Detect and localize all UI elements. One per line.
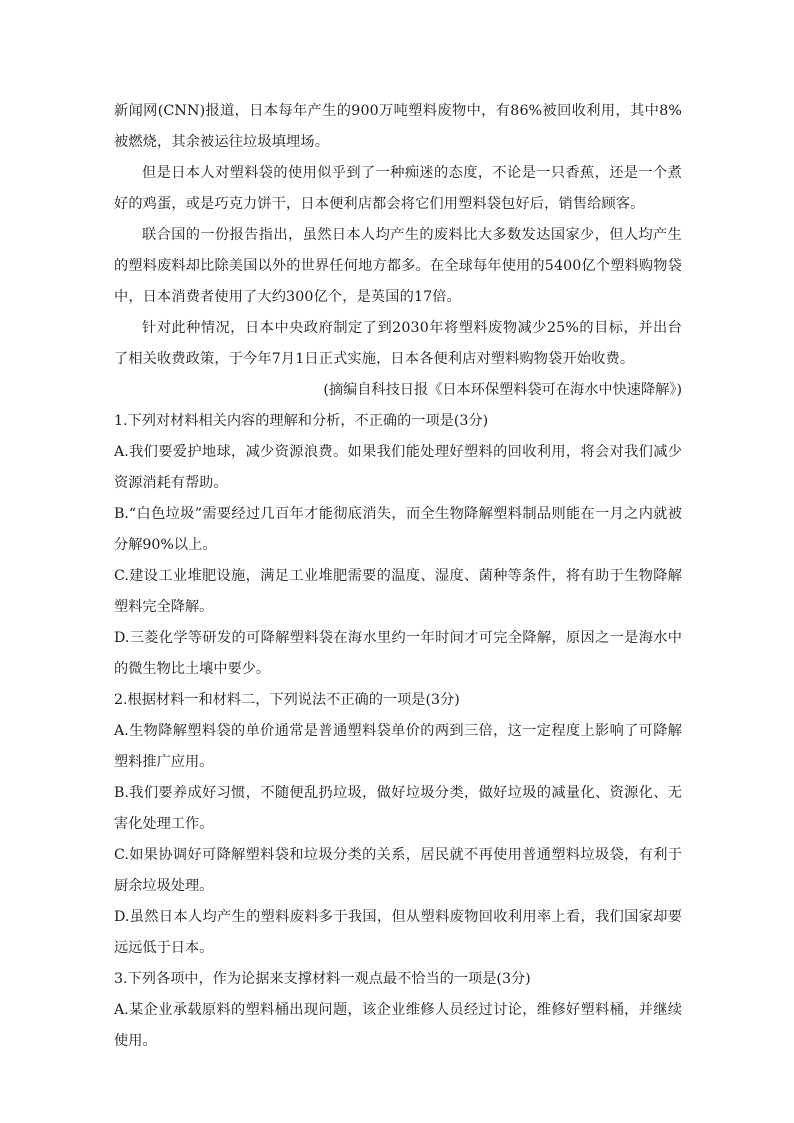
question-1	[114, 406, 682, 685]
question-2	[114, 685, 682, 964]
passage-paragraph: 针对此种情况，日本中央政府制定了到2030年将塑料废物减少25%的目标，并出台了相关收费政策，于今年7月1日正式实施，日本各便利店对塑料购物袋开始收费。	[114, 320, 682, 367]
question-option-d: D.三菱化学等研发的可降解塑料袋在海水里约一年时间才可完全降解，原因之一是海水中的微生物比土壤中要少。	[114, 630, 682, 677]
question-option-d: D.虽然日本人均产生的塑料废料多于我国，但从塑料废物回收利用率上看，我们国家却要远远低于日本。	[114, 909, 682, 956]
question-option-b: B.我们要养成好习惯，不随便乱扔垃圾，做好垃圾分类，做好垃圾的减量化、资源化、无害化处理工作。	[114, 785, 682, 832]
passage-source: (摘编自科技日报《日本环保塑料袋可在海水中快速降解》)	[323, 382, 682, 398]
question-option-c: C.如果协调好可降解塑料袋和垃圾分类的关系，居民就不再使用普通塑料垃圾袋，有利于厨余垃圾处理。	[114, 847, 682, 894]
passage-paragraph: 联合国的一份报告指出，虽然日本人均产生的废料比大多数发达国家少，但人均产生的塑料废料却比除美国以外的世界任何地方都多。在全球每年使用的5400亿个塑料购物袋中，日本消费者使用了大约300亿个，是英国的17倍。	[114, 227, 682, 305]
passage	[114, 96, 682, 406]
passage-paragraph: 但是日本人对塑料袋的使用似乎到了一种痴迷的态度，不论是一只香蕉，还是一个煮好的鸡蛋，或是巧克力饼干，日本便利店都会将它们用塑料袋包好后，销售给顾客。	[114, 165, 682, 212]
question-3	[114, 964, 682, 1057]
question-stem: 1.下列对材料相关内容的理解和分析，不正确的一项是(3分)	[114, 413, 489, 429]
question-option-a: A.我们要爱护地球，减少资源浪费。如果我们能处理好塑料的回收利用，将会对我们减少资源消耗有帮助。	[114, 444, 682, 491]
passage-paragraph: 新闻网(CNN)报道，日本每年产生的900万吨塑料废物中，有86%被回收利用，其中8%被燃烧，其余被运往垃圾填埋场。	[114, 103, 682, 150]
question-stem: 3.下列各项中，作为论据来支撑材料一观点最不恰当的一项是(3分)	[114, 971, 531, 987]
question-option-a: A.生物降解塑料袋的单价通常是普通塑料袋单价的两到三倍，这一定程度上影响了可降解塑料推广应用。	[114, 723, 682, 770]
question-option-a: A.某企业承载原料的塑料桶出现问题，该企业维修人员经过讨论，维修好塑料桶，并继续使用。	[114, 1002, 682, 1049]
question-stem: 2.根据材料一和材料二，下列说法不正确的一项是(3分)	[114, 692, 460, 708]
question-option-c: C.建设工业堆肥设施，满足工业堆肥需要的温度、湿度、菌种等条件，将有助于生物降解塑料完全降解。	[114, 568, 682, 615]
question-option-b: B.“白色垃圾”需要经过几百年才能彻底消失，而全生物降解塑料制品则能在一月之内就被分解90%以上。	[114, 506, 682, 553]
